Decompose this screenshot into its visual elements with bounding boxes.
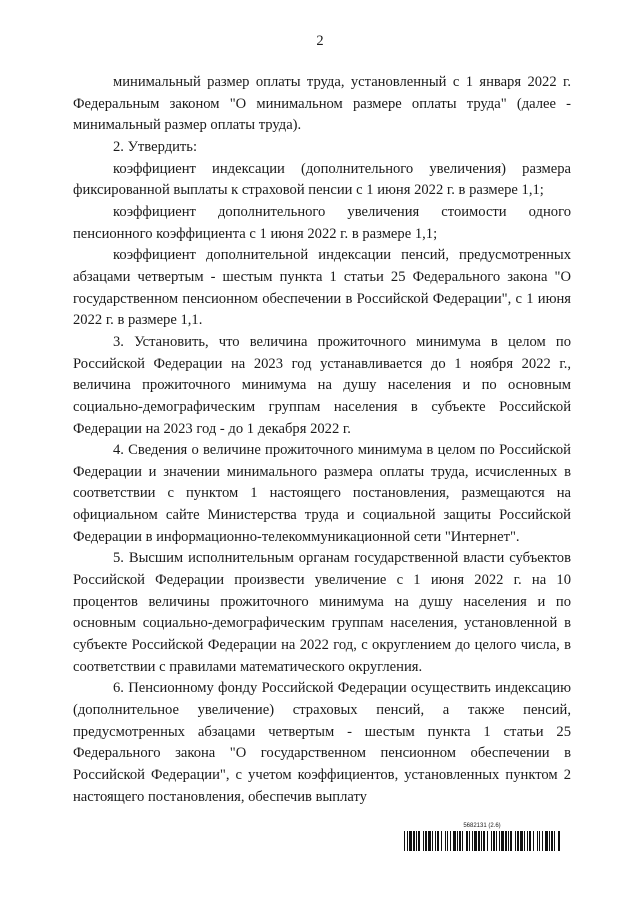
paragraph-coefficient-indexation: коэффициент дополнительной индексации пенсий, предусмотренных абзацами четвертым - шестым пункта 1 статьи 25 Федерального закона "О государственном пенсионном обеспечении в Российской Федерации", с 1 июня 2022 г. в размере 1,1. bbox=[73, 247, 571, 329]
barcode-bar bbox=[496, 831, 497, 851]
document-body bbox=[73, 72, 571, 808]
barcode-bar bbox=[520, 831, 523, 851]
paragraph-coefficient-fixed-payment: коэффициент индексации (дополнительного увеличения) размера фиксированной выплаты к страховой пенсии с 1 июня 2022 г. в размере 1,1; bbox=[73, 160, 571, 199]
barcode-bar bbox=[549, 831, 550, 851]
barcode-bar bbox=[527, 831, 528, 851]
barcode-bar bbox=[483, 831, 485, 851]
barcode-bar bbox=[462, 831, 463, 851]
barcode-bar bbox=[472, 831, 473, 851]
barcode-bar bbox=[508, 831, 509, 851]
barcode-bars bbox=[404, 831, 560, 851]
barcode-bar bbox=[491, 831, 492, 851]
barcode-bar bbox=[469, 831, 470, 851]
paragraph-continuation: минимальный размер оплаты труда, установленный с 1 января 2022 г. Федеральным законом "О минимальном размере оплаты труда" (далее - минимальный размер оплаты труда). bbox=[73, 74, 571, 134]
barcode-bar bbox=[425, 831, 427, 851]
barcode-bar bbox=[428, 831, 431, 851]
barcode-bar bbox=[487, 831, 488, 851]
paragraph-item-6: 6. Пенсионному фонду Российской Федерации осуществить индексацию (дополнительное увеличение) страховых пенсий, а также пенсий, предусмотренных абзацами четвертым - шестым пункта 1 статьи 25 Федерального закона "О государственном пенсионном обеспечении в Российской Федерации", с учетом коэффициентов, установленных пунктом 2 настоящего постановления, обеспечив выплату bbox=[73, 680, 571, 805]
page-number: 2 bbox=[316, 33, 324, 49]
barcode-bar bbox=[474, 831, 477, 851]
barcode-bar bbox=[437, 831, 439, 851]
barcode-bar bbox=[457, 831, 458, 851]
barcode-bar bbox=[501, 831, 504, 851]
barcode-bar bbox=[407, 831, 408, 851]
barcode-bar bbox=[505, 831, 507, 851]
barcode-bar bbox=[529, 831, 531, 851]
barcode-bar bbox=[459, 831, 461, 851]
barcode-bar bbox=[445, 831, 446, 851]
barcode-bar bbox=[542, 831, 543, 851]
barcode-bar bbox=[493, 831, 495, 851]
barcode-bar bbox=[441, 831, 442, 851]
barcode-bar bbox=[533, 831, 534, 851]
barcode-bar bbox=[409, 831, 412, 851]
barcode-bar bbox=[413, 831, 415, 851]
barcode-bar bbox=[418, 831, 420, 851]
barcode-bar bbox=[558, 831, 560, 851]
barcode-bar bbox=[539, 831, 540, 851]
paragraph-item-3: 3. Установить, что величина прожиточного минимума в целом по Российской Федерации на 2023 год устанавливается до 1 ноября 2022 г., величина прожиточного минимума на душу населения и по основным социально-демографическим группам населения в субъекте Российской Федерации на 2023 год - до 1 декабря 2022 г. bbox=[73, 333, 571, 437]
barcode-bar bbox=[416, 831, 417, 851]
barcode-bar bbox=[517, 831, 519, 851]
barcode-bar bbox=[510, 831, 512, 851]
barcode-bar bbox=[554, 831, 555, 851]
barcode-bar bbox=[524, 831, 525, 851]
barcode-bar bbox=[466, 831, 468, 851]
barcode-bar bbox=[432, 831, 433, 851]
paragraph-coefficient-pension-point: коэффициент дополнительного увеличения стоимости одного пенсионного коэффициента с 1 июня 2022 г. в размере 1,1; bbox=[73, 203, 571, 242]
barcode-bar bbox=[404, 831, 405, 851]
barcode bbox=[402, 823, 562, 853]
barcode-bar bbox=[481, 831, 482, 851]
paragraph-item-5: 5. Высшим исполнительным органам государственной власти субъектов Российской Федерации произвести увеличение с 1 июня 2022 г. на 10 процентов величины прожиточного минимума на душу населения и по основным социально-демографическим группам населения, установленной в субъекте Российской Федерации на 2022 год, с округлением до целого числа, в соответствии с правилами математического округления. bbox=[73, 550, 571, 675]
barcode-label: 5682131 (2.6) bbox=[463, 823, 501, 829]
barcode-bar bbox=[435, 831, 436, 851]
paragraph-item-2: 2. Утвердить: bbox=[113, 138, 198, 155]
barcode-bar bbox=[453, 831, 456, 851]
barcode-bar bbox=[537, 831, 538, 851]
barcode-bar bbox=[551, 831, 553, 851]
barcode-bar bbox=[499, 831, 500, 851]
barcode-bar bbox=[423, 831, 424, 851]
barcode-bar bbox=[450, 831, 451, 851]
barcode-bar bbox=[515, 831, 516, 851]
barcode-bar bbox=[447, 831, 448, 851]
paragraph-item-4: 4. Сведения о величине прожиточного минимума в целом по Российской Федерации и значении минимального размера оплаты труда, исчисленных в соответствии с пунктом 1 настоящего постановления, размещаются на официальном сайте Министерства труда и социальной защиты Российской Федерации в информационно-телекоммуникационной сети "Интернет". bbox=[73, 442, 571, 545]
barcode-bar bbox=[478, 831, 480, 851]
barcode-bar bbox=[545, 831, 548, 851]
